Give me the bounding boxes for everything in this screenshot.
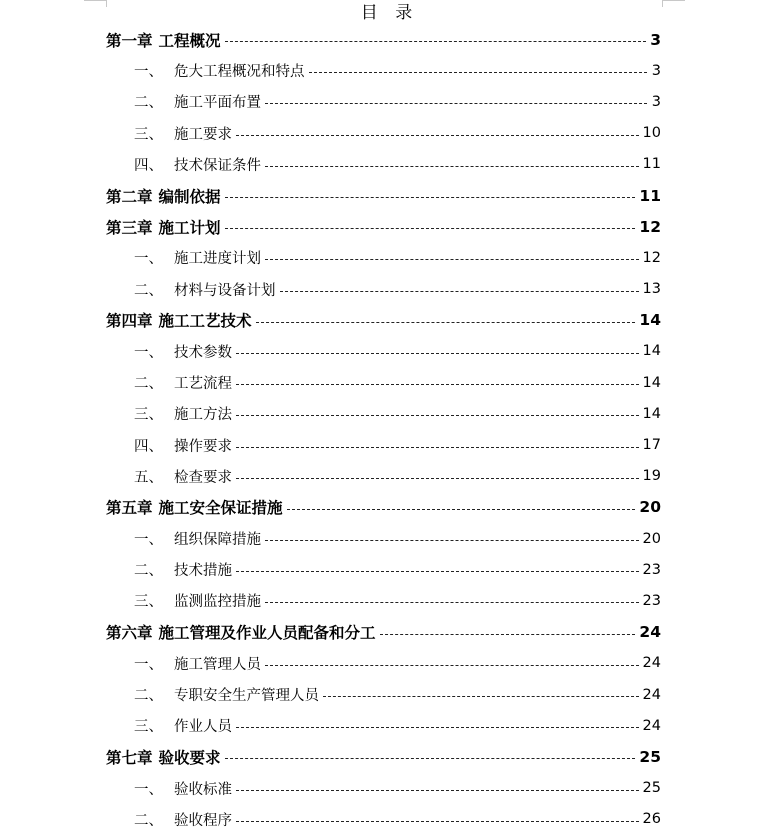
entry-number: 一、	[134, 64, 163, 81]
dot-leader	[236, 447, 639, 448]
entry-page-number: 14	[642, 343, 661, 360]
entry-page-number: 24	[642, 686, 661, 703]
dot-leader	[323, 696, 639, 697]
entry-page-number: 25	[639, 747, 661, 766]
toc-chapter-entry[interactable]	[0, 492, 661, 523]
entry-number: 二、	[134, 282, 163, 299]
entry-title: 施工要求	[174, 126, 232, 143]
toc-list	[0, 24, 779, 835]
dot-leader	[265, 259, 639, 260]
entry-page-number: 11	[639, 186, 661, 205]
entry-page-number: 12	[642, 249, 661, 266]
entry-page-number: 24	[642, 717, 661, 734]
entry-title: 检查要求	[174, 469, 232, 486]
entry-title: 施工工艺技术	[158, 312, 252, 331]
dot-leader	[265, 602, 639, 603]
entry-title: 施工安全保证措施	[158, 499, 283, 518]
toc-section-entry[interactable]	[0, 398, 661, 429]
toc-section-entry[interactable]	[0, 118, 661, 149]
dot-leader	[265, 103, 647, 104]
toc-title: 目 录	[360, 3, 419, 23]
entry-page-number: 24	[642, 655, 661, 672]
entry-number: 第五章	[106, 499, 153, 518]
entry-title: 材料与设备计划	[174, 282, 276, 299]
entry-number: 第三章	[106, 218, 153, 237]
entry-number: 一、	[134, 781, 163, 798]
toc-chapter-entry[interactable]	[0, 741, 661, 772]
entry-number: 二、	[134, 563, 163, 580]
entry-title: 编制依据	[158, 187, 221, 206]
entry-page-number: 11	[642, 156, 661, 173]
entry-page-number: 25	[642, 780, 661, 797]
toc-section-entry[interactable]	[0, 274, 661, 305]
dot-leader	[225, 41, 647, 42]
dot-leader	[236, 821, 639, 822]
dot-leader	[225, 758, 636, 759]
entry-title: 作业人员	[174, 719, 232, 736]
entry-page-number: 3	[651, 62, 661, 79]
entry-title: 操作要求	[174, 438, 232, 455]
entry-title: 组织保障措施	[174, 532, 261, 549]
dot-leader	[380, 634, 636, 635]
entry-number: 二、	[134, 376, 163, 393]
dot-leader	[236, 478, 639, 479]
entry-title: 验收程序	[174, 812, 232, 829]
dot-leader	[225, 228, 636, 229]
entry-page-number: 23	[642, 592, 661, 609]
entry-number: 一、	[134, 344, 163, 361]
entry-title: 技术参数	[174, 344, 232, 361]
toc-section-entry[interactable]	[0, 585, 661, 616]
toc-chapter-entry[interactable]	[0, 180, 661, 211]
entry-page-number: 3	[651, 93, 661, 110]
entry-page-number: 3	[650, 30, 661, 49]
dot-leader	[287, 509, 636, 510]
toc-section-entry[interactable]	[0, 773, 661, 804]
entry-number: 第七章	[106, 748, 153, 767]
entry-title: 工艺流程	[174, 376, 232, 393]
entry-page-number: 13	[642, 281, 661, 298]
entry-title: 技术措施	[174, 563, 232, 580]
entry-number: 四、	[134, 438, 163, 455]
toc-section-entry[interactable]	[0, 679, 661, 710]
toc-section-entry[interactable]	[0, 804, 661, 835]
entry-title: 验收要求	[158, 748, 221, 767]
dot-leader	[236, 353, 639, 354]
entry-title: 施工计划	[158, 218, 221, 237]
toc-chapter-entry[interactable]	[0, 305, 661, 336]
toc-section-entry[interactable]	[0, 55, 661, 86]
toc-section-entry[interactable]	[0, 429, 661, 460]
entry-number: 第四章	[106, 312, 153, 331]
entry-title: 工程概况	[158, 31, 221, 50]
entry-title: 专职安全生产管理人员	[174, 688, 319, 705]
entry-number: 二、	[134, 812, 163, 829]
entry-number: 三、	[134, 407, 163, 424]
entry-number: 五、	[134, 469, 163, 486]
entry-page-number: 20	[639, 498, 661, 517]
entry-page-number: 17	[642, 437, 661, 454]
toc-section-entry[interactable]	[0, 648, 661, 679]
entry-page-number: 19	[642, 468, 661, 485]
toc-section-entry[interactable]	[0, 86, 661, 117]
entry-number: 一、	[134, 251, 163, 268]
entry-title: 施工方法	[174, 407, 232, 424]
entry-number: 一、	[134, 656, 163, 673]
entry-page-number: 24	[639, 623, 661, 642]
entry-title: 施工进度计划	[174, 251, 261, 268]
toc-section-entry[interactable]	[0, 242, 661, 273]
entry-number: 第一章	[106, 31, 153, 50]
dot-leader	[256, 322, 636, 323]
dot-leader	[236, 727, 639, 728]
toc-chapter-entry[interactable]	[0, 24, 661, 55]
entry-page-number: 20	[642, 530, 661, 547]
toc-section-entry[interactable]	[0, 461, 661, 492]
entry-page-number: 23	[642, 561, 661, 578]
dot-leader	[236, 571, 639, 572]
entry-number: 三、	[134, 126, 163, 143]
toc-section-entry[interactable]	[0, 554, 661, 585]
entry-page-number: 14	[639, 311, 661, 330]
entry-number: 二、	[134, 95, 163, 112]
entry-title: 施工管理及作业人员配备和分工	[158, 624, 376, 643]
dot-leader	[265, 166, 639, 167]
toc-section-entry[interactable]	[0, 523, 661, 554]
dot-leader	[236, 135, 639, 136]
dot-leader	[225, 197, 636, 198]
dot-leader	[265, 540, 639, 541]
toc-chapter-entry[interactable]	[0, 211, 661, 242]
entry-page-number: 12	[639, 217, 661, 236]
dot-leader	[309, 72, 648, 73]
dot-leader	[236, 790, 639, 791]
entry-number: 三、	[134, 594, 163, 611]
entry-title: 技术保证条件	[174, 157, 261, 174]
entry-page-number: 14	[642, 374, 661, 391]
toc-section-entry[interactable]	[0, 336, 661, 367]
entry-number: 第六章	[106, 624, 153, 643]
dot-leader	[265, 665, 639, 666]
entry-number: 二、	[134, 688, 163, 705]
entry-title: 施工平面布置	[174, 95, 261, 112]
entry-number: 一、	[134, 532, 163, 549]
dot-leader	[280, 291, 639, 292]
entry-page-number: 10	[642, 125, 661, 142]
entry-title: 验收标准	[174, 781, 232, 798]
entry-number: 四、	[134, 157, 163, 174]
entry-title: 施工管理人员	[174, 656, 261, 673]
entry-page-number: 14	[642, 405, 661, 422]
dot-leader	[236, 415, 639, 416]
entry-number: 第二章	[106, 187, 153, 206]
entry-number: 三、	[134, 719, 163, 736]
toc-chapter-entry[interactable]	[0, 617, 661, 648]
toc-section-entry[interactable]	[0, 149, 661, 180]
dot-leader	[236, 384, 639, 385]
entry-page-number: 26	[642, 811, 661, 828]
toc-section-entry[interactable]	[0, 710, 661, 741]
toc-section-entry[interactable]	[0, 367, 661, 398]
entry-title: 危大工程概况和特点	[174, 64, 305, 81]
entry-title: 监测监控措施	[174, 594, 261, 611]
